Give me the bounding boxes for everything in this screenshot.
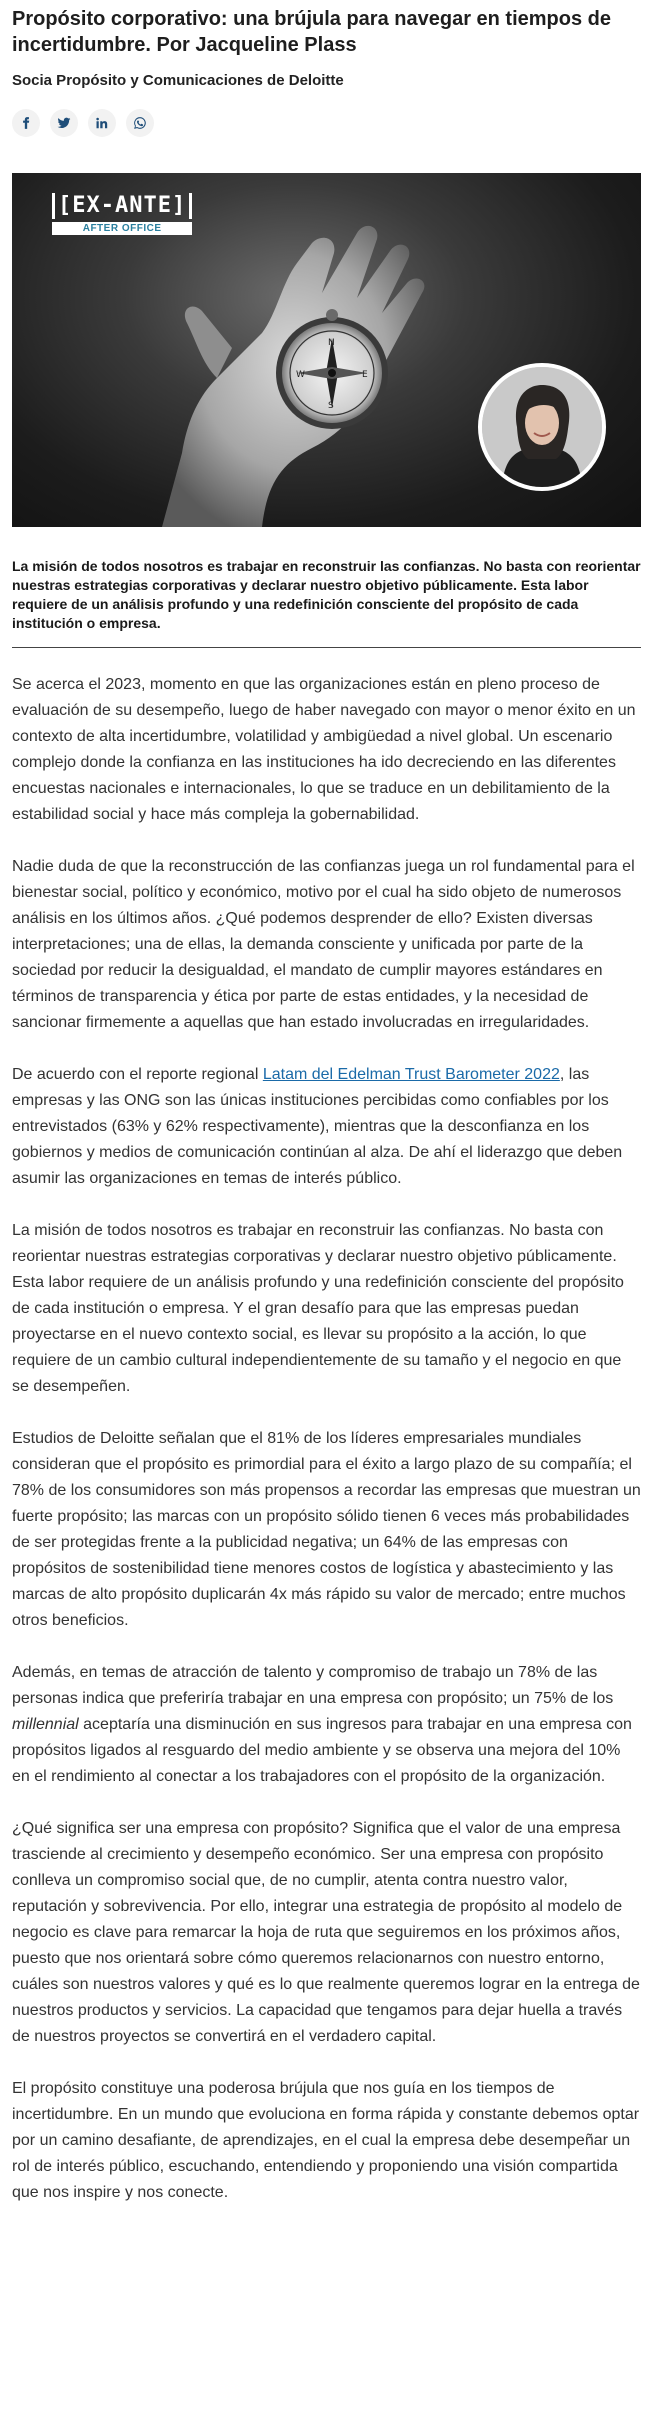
svg-text:S: S	[328, 401, 334, 411]
author-portrait-illustration	[482, 367, 602, 487]
ex-ante-logo	[52, 193, 192, 235]
paragraph-3	[12, 1062, 641, 1192]
article	[0, 6, 653, 2206]
svg-text:N: N	[328, 338, 335, 348]
hero-image	[12, 173, 641, 527]
article-lead: La misión de todos nosotros es trabajar en reconstruir las confianzas. No basta con reorientar nuestras estrategias corporativas y declarar nuestro objetivo públicamente. Esta labor requiere de un análisis profundo y una redefinición consciente del propósito de cada institución o empresa.	[12, 558, 641, 631]
paragraph-7: ¿Qué significa ser una empresa con propósito? Significa que el valor de una empresa trasciende al crecimiento y desempeño económico. Ser una empresa con propósito conlleva un compromiso social que, de no cumplir, atenta contra nuestro valor, reputación y sobrevivencia. Por ello, integrar una estrategia de propósito al modelo de negocio es clave para remarcar la hoja de ruta que seguiremos en los próximos años, puesto que nos orientará sobre cómo queremos relacionarnos con nuestro entorno, cuáles son nuestros valores y qué es lo que realmente queremos lograr en la entrega de nuestros productos y servicios. La capacidad que tengamos para dejar huella a través de nuestros proyectos se convertirá en el verdadero capital.	[12, 1820, 640, 2045]
paragraph-4: La misión de todos nosotros es trabajar en reconstruir las confianzas. No basta con reorientar nuestras estrategias corporativas y declarar nuestro objetivo públicamente. Esta labor requiere de un análisis profundo y una redefinición consciente del propósito de cada institución o empresa. Y el gran desafío para que las empresas puedan proyectarse en el nuevo contexto social, es llevar su propósito a la acción, lo que requiere de un cambio cultural independientemente de su tamaño y el negocio en que se desempeñen.	[12, 1222, 624, 1395]
svg-text:E: E	[362, 370, 368, 380]
article-title: Propósito corporativo: una brújula para navegar en tiempos de incertidumbre. Por Jacqueline Plass	[12, 8, 612, 56]
author-avatar	[478, 363, 606, 491]
paragraph-8: El propósito constituye una poderosa brújula que nos guía en los tiempos de incertidumbre. En un mundo que evoluciona en forma rápida y constante debemos optar por un camino desafiante, de aprendizajes, en el cual la empresa debe desempeñar un rol de interés público, escuchando, entendiendo y proponiendo una visión compartida que nos inspire y nos conecte.	[12, 2080, 640, 2201]
linkedin-icon	[95, 116, 109, 130]
logo-main-text: [EX-ANTE]	[52, 193, 192, 219]
paragraph-3-post: , las empresas y las ONG son las únicas instituciones percibidas como confiables por los entrevistados (63% y 62% respectivamente), mientras que la desconfianza en los gobiernos y medios de comunicación continúan al alza. De ahí el liderazgo que deben asumir las organizaciones en temas de interés público.	[12, 1066, 623, 1187]
share-twitter-button[interactable]	[50, 109, 78, 137]
paragraph-6-pre: Además, en temas de atracción de talento y compromiso de trabajo un 78% de las personas indica que preferiría trabajar en una empresa con propósito; un 75% de los	[12, 1664, 614, 1707]
twitter-icon	[57, 116, 71, 130]
share-bar	[12, 109, 641, 137]
whatsapp-icon	[133, 116, 147, 130]
lead-divider	[12, 647, 641, 648]
logo-sub-text: AFTER OFFICE	[52, 222, 192, 235]
edelman-report-link[interactable]: Latam del Edelman Trust Barometer 2022	[262, 1066, 560, 1083]
paragraph-3-pre: De acuerdo con el reporte regional	[12, 1066, 263, 1083]
paragraph-6-post: aceptaría una disminución en sus ingresos para trabajar en una empresa con propósitos ligados al resguardo del medio ambiente y se observa una mejora del 10% en el rendimiento al conectar a los trabajadores con el propósito de la organización.	[12, 1716, 632, 1785]
paragraph-5: Estudios de Deloitte señalan que el 81% de los líderes empresariales mundiales consideran que el propósito es primordial para el éxito a largo plazo de su compañía; el 78% de los consumidores son más propensos a recordar las empresas que muestran un fuerte propósito; las marcas con un propósito sólido tienen 6 veces más probabilidades de ser protegidas frente a la publicidad negativa; un 64% de las empresas con propósitos de sostenibilidad tiene menores costos de logística y abastecimiento y las marcas de alto propósito duplicarán 4x más rápido su valor de mercado; entre muchos otros beneficios.	[12, 1430, 641, 1629]
share-linkedin-button[interactable]	[88, 109, 116, 137]
paragraph-6	[12, 1660, 641, 1790]
share-facebook-button[interactable]	[12, 109, 40, 137]
facebook-icon	[19, 116, 33, 130]
paragraph-6-emphasis: millennial	[12, 1716, 79, 1733]
author-role: Socia Propósito y Comunicaciones de Deloitte	[12, 72, 344, 89]
svg-text:W: W	[296, 370, 305, 380]
share-whatsapp-button[interactable]	[126, 109, 154, 137]
paragraph-2: Nadie duda de que la reconstrucción de las confianzas juega un rol fundamental para el bienestar social, político y económico, motivo por el cual ha sido objeto de numerosos análisis en los últimos años. ¿Qué podemos desprender de ello? Existen diversas interpretaciones; una de ellas, la demanda consciente y unificada por parte de la sociedad por reducir la desigualdad, el mandato de cumplir mayores estándares en términos de transparencia y ética por parte de estas entidades, y la necesidad de sancionar firmemente a aquellas que han estado involucradas en irregularidades.	[12, 858, 635, 1031]
paragraph-1: Se acerca el 2023, momento en que las organizaciones están en pleno proceso de evaluación de su desempeño, luego de haber navegado con mayor o menor éxito en un contexto de alta incertidumbre, volatilidad y ambigüedad a nivel global. Un escenario complejo donde la confianza en las instituciones ha ido decreciendo en las diferentes encuestas nacionales e internacionales, lo que se traduce en un debilitamiento de la estabilidad social y hace más compleja la gobernabilidad.	[12, 676, 636, 823]
